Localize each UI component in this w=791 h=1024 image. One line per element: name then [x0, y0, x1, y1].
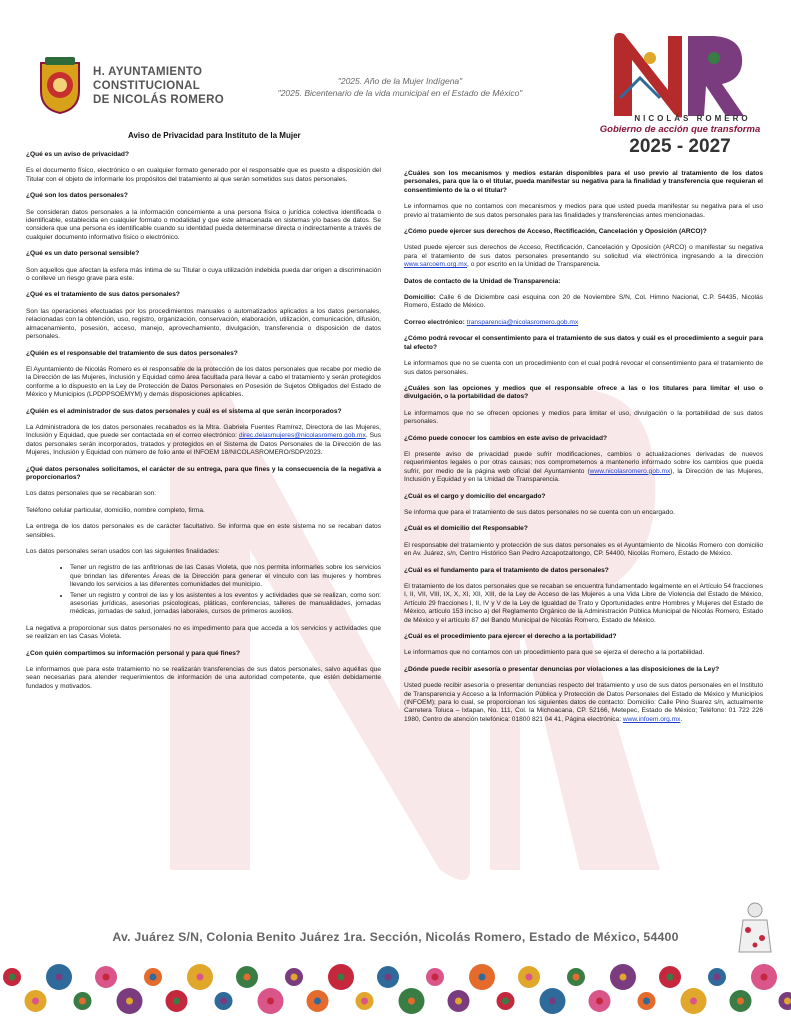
flower-center: [173, 998, 180, 1005]
section-question: ¿Qué es el tratamiento de sus datos personales?: [26, 291, 180, 299]
administrator-paragraph: [26, 424, 381, 458]
flower-center: [620, 974, 627, 981]
correo-paragraph: [404, 319, 763, 327]
changes-text-2: ), la Dirección de las Mujeres, Inclusión y Equidad y en la Unidad de Transparencia.: [404, 467, 763, 484]
flower-center: [761, 974, 768, 981]
section-paragraph: Le informamos que no contamos con mecanismos y medios para que usted pueda manifestar su negativa para el uso previo al tratamiento de sus datos personales para las finalidades y transferencias antes mencionadas.: [404, 203, 763, 219]
section-question: ¿Cómo puede conocer los cambios en este aviso de privacidad?: [404, 434, 607, 442]
section-paragraph: Le informamos que no contamos con un procedimiento para que se ejerza el derecho a la portabilidad.: [404, 649, 705, 657]
section-paragraph: Son aquellos que afectan la esfera más íntima de su Titular o cuya utilización indebida pueda dar origen a discriminación o conlleve un riesgo grave para este.: [26, 266, 381, 283]
section-question: ¿Cuáles son los mecanismos y medios estarán disponibles para el uso previo al tratamiento de los datos personales, para que la o el titular, pueda manifestar su negativa para la finalidad y transferencia que requieran el consentimiento de la o el titular?: [404, 170, 763, 194]
arco-paragraph: [404, 244, 763, 269]
infoem-link[interactable]: www.infoem.org.mx: [622, 715, 681, 723]
section-paragraph: Le informamos que no se ofrecen opciones y medios para limitar el uso, divulgación o la portabilidad de sus datos personales.: [404, 409, 763, 426]
flower-center: [79, 998, 86, 1005]
right-column: [404, 170, 763, 732]
correo-label: Correo electrónico:: [404, 318, 465, 326]
website-link[interactable]: www.nicolasromero.gob.mx: [589, 467, 671, 475]
flower-center: [220, 998, 227, 1005]
flower-center: [338, 974, 345, 981]
flower-center: [361, 998, 368, 1005]
floral-border-icon: [0, 955, 791, 1024]
denuncia-text: Usted puede recibir asesoría o presentar denuncias respecto del tratamiento y uso de sus datos personales en el Instituto de Transparencia y Acceso a la Información Pública y Protección de Datos Personales del Estado de México y Municipios (INFOEM); para lo cual, se proporcionan los siguientes datos de contacto: Domicilio: Calle Pino Suarez s/n, actualmente Carretera Toluca – Ixtapan, No. 111, Col. la Michoacana, CP. 52166, Metepec, Estado de México; Teléfono: 01 722 226 1980, Centro de atención telefónica: 01800 821 04 41, Página electrónica:: [404, 682, 763, 723]
domicilio-paragraph: [404, 294, 763, 311]
section-question: ¿Qué son los datos personales?: [26, 192, 128, 200]
flower-center: [643, 998, 650, 1005]
section-question: ¿Cuál es el fundamento para el tratamiento de datos personales?: [404, 566, 609, 574]
flower-center: [573, 974, 580, 981]
flower-center: [502, 998, 509, 1005]
denuncia-paragraph: [404, 682, 763, 724]
slogan-1: "2025. Año de la Mujer Indígena": [337, 76, 463, 86]
administration-years: 2025 - 2027: [629, 136, 731, 157]
domicilio-label: Domicilio:: [404, 294, 436, 302]
flower-center: [667, 974, 674, 981]
org-line-1: H. AYUNTAMIENTO: [93, 66, 203, 78]
section-question: ¿Quién es el responsable del tratamiento de sus datos personales?: [26, 349, 238, 357]
domicilio-text: Calle 6 de Diciembre casi esquina con 20 de Noviembre S/N, Col. Himno Nacional, C.P. 54435, Nicolás Romero, Estado de México.: [404, 294, 763, 310]
section-question: ¿Dónde puede recibir asesoría o presentar denuncias por violaciones a las disposiciones de la Ley?: [404, 665, 720, 673]
section-paragraph: Teléfono celular particular, domicilio, nombre completo, firma.: [26, 506, 205, 514]
flower-center: [103, 974, 110, 981]
flower-center: [408, 998, 415, 1005]
denuncia-end: .: [680, 715, 683, 723]
folk-figure-icon: [735, 900, 775, 955]
flower-center: [690, 998, 697, 1005]
flower-center: [291, 974, 298, 981]
admin-text-2: . Sus datos personales serán incorporados, tratados y protegidos en el Sistema de Datos Personales de la Dirección de las Mujeres, Inclusión y Equidad con número de folio ante el INFOEM 18/NICOLASROMERO/SDP/2023.: [26, 432, 381, 457]
section-question: ¿Cuáles son las opciones y medios que el responsable ofrece a las o los titulares para limitar el uso o divulgación, o la portabilidad de datos?: [404, 384, 763, 401]
arco-text-1: Usted puede ejercer sus derechos de Acceso, Rectificación, Cancelación y Oposición (ARCO) o manifestar su negativa para el tratamiento de sus datos personales presentando su solicitud vía electrónica ingresando a la dirección: [404, 244, 763, 260]
arco-text-2: , o por escrito en la Unidad de Transparencia.: [467, 261, 601, 269]
flower-center: [56, 974, 63, 981]
flower-center: [197, 974, 204, 981]
admin-text-1: La Administradora de los datos personales recabados es la Mtra. Gabriela Fuentes Ramírez, Directora de las Mujeres, Inclusión y Equidad, que puede ser contactada en el correo electrónico:: [26, 423, 381, 440]
section-question: ¿Cómo podrá revocar el consentimiento para el tratamiento de sus datos y cuál es el procedimiento a seguir para tal efecto?: [404, 335, 763, 351]
flower-center: [596, 998, 603, 1005]
brand-name: NICOLÁS ROMERO: [634, 114, 751, 123]
section-paragraph: Los datos personales seran usados con las siguientes finalidades:: [26, 548, 220, 555]
section-question: ¿Cuál es el cargo y domicilio del encargado?: [404, 492, 546, 500]
flower-center: [526, 974, 533, 981]
flower-center: [32, 998, 39, 1005]
list-item: • Tener un registro de las anfitrionas de las Casas Violeta, que nos permita informarles sobre los servicios que brindan las diferentes Áreas de la Dirección para generar el vínculo con las mujeres y hombres llevando los servicios a las diferentes comunidades del municipio.: [70, 564, 381, 589]
organization-name: [93, 65, 224, 107]
section-paragraph: Le informamos que no se cuenta con un procedimiento con el cual podrá revocar el consentimiento para el tratamiento de sus datos personales.: [404, 360, 763, 376]
flower-center: [267, 998, 274, 1005]
flower-center: [549, 998, 556, 1005]
flower-center: [244, 974, 251, 981]
section-question: ¿Quién es el administrador de sus datos personales y cuál es el sistema al que serán incorporados?: [26, 407, 342, 415]
section-question: ¿Cuál es el domicilio del Responsable?: [404, 525, 528, 533]
purposes-list: [26, 564, 381, 616]
admin-email-link[interactable]: direc.delasmujeres@nicolasromero.gob.mx: [238, 432, 366, 440]
section-question: ¿Cómo puede ejercer sus derechos de Acceso, Rectificación, Cancelación y Oposición (ARCO)?: [404, 228, 707, 236]
footer-address: Av. Juárez S/N, Colonia Benito Juárez 1ra. Sección, Nicolás Romero, Estado de México, 54400: [112, 930, 679, 944]
section-paragraph: Es el documento físico, electrónico o en cualquier formato generado por el responsable que es puesto a disposición del Titular con el objeto de informarle los propósitos del tratamiento al que serán sometidos sus datos personales.: [26, 167, 381, 183]
section-paragraph: Se consideran datos personales a la información concerniente a una persona física o jurídica colectiva identificada o identificable, establecida en cualquier formato o modalidad y que este almacenada en sistemas y/o bases de datos. Se considera que una persona es identificable cuando su identidad pueda determinarse directa o indirectamente a través de cualquier documento informativo físico o electrónico.: [26, 208, 381, 241]
section-question: ¿Qué es un aviso de privacidad?: [26, 151, 129, 158]
section-paragraph: El tratamiento de los datos personales que se recaban se encuentra fundamentado legalmente en el Artículo 54 fracciones I, II, VII, VIII, IX, X, XI, XII, XIII, de la Ley de Acceso de las Mujeres a una Vida Libre de Violencia del Estado de México, Artículo 29 fracciones I, II, IV y V de la Ley de Igualdad de Trato y Oportunidades entre Hombres y Mujeres del Estado de México, artículo 153 inciso a) del Reglamento Orgánico de la Administración Pública Municipal de Nicolás Romero, Estado de México y el artículo 87 del Bando Municipal de Nicolás Romero, Estado de México.: [404, 583, 763, 624]
org-line-3: DE NICOLÁS ROMERO: [93, 94, 224, 106]
left-column: [26, 151, 381, 699]
nr-logo-icon: [610, 28, 750, 118]
municipal-seal-icon: [35, 55, 85, 115]
section-paragraph: Le informamos que para este tratamiento no se realizarán transferencias de sus datos personales, salvo aquéllas que sean necesarias para atender requerimientos de información de una autoridad competente, que estén debidamente fundados y motivados.: [26, 666, 381, 690]
document-title: Aviso de Privacidad para Instituto de la Mujer: [128, 131, 301, 140]
slogan-2: "2025. Bicentenario de la vida municipal en el Estado de México": [277, 88, 523, 98]
section-paragraph: La negativa a proporcionar sus datos personales no es impedimento para que acceda a los servicios y actividades que se realizan en las Casas Violeta.: [26, 624, 381, 641]
section-paragraph: El responsable del tratamiento y protección de sus datos personales es el Ayuntamiento de Nicolás Romero con domicilio en Av. Juárez, s/n, Centro Histórico San Pedro Azcapotzaltongo, CP. 54400, Nicolás Romero, Estado de México.: [404, 541, 763, 558]
flower-center: [479, 974, 486, 981]
section-question: ¿Con quién compartimos su información personal y para qué fines?: [26, 649, 240, 657]
flower-center: [737, 998, 744, 1005]
section-question: ¿Qué datos personales solicitamos, el carácter de su entrega, para que fines y la consecuencia de la negativa a proporcionarlos?: [26, 465, 381, 481]
contact-title: Datos de contacto de la Unidad de Transparencia:: [404, 277, 561, 285]
slogans: [245, 75, 555, 99]
flower-center: [126, 998, 133, 1005]
section-paragraph: Los datos personales que se recabaran son:: [26, 490, 157, 498]
section-paragraph: Son las operaciones efectuadas por los procedimientos manuales o automatizados aplicados a los datos personales, relacionadas con la obtención, uso, registro, organización, conservación, elaboración, utilización, comunicación, difusión, almacenamiento, posesión, acceso, manejo, aprovechamiento, divulgación, transferencia o disposición de datos personales.: [26, 307, 381, 341]
section-paragraph: El Ayuntamiento de Nicolás Romero es el responsable de la protección de los datos personales que recabe por medio de la Dirección de las Mujeres, Inclusión y Equidad como área facultada para llevar a cabo el tratamiento y serán protegidos conforme a lo dispuesto en la Ley de Protección de Datos Personales en Posesión de Sujetos Obligados del Estado de México y Municipios (LPDPPSOEMYM) y demás disposiciones aplicables.: [26, 365, 381, 399]
flower-center: [9, 974, 16, 981]
flower-center: [714, 974, 721, 981]
flower-center: [314, 998, 321, 1005]
flower-center: [432, 974, 439, 981]
section-paragraph: La entrega de los datos personales es de carácter facultativo. Se informa que en este sistema no se recaban datos sensibles.: [26, 523, 381, 539]
government-tagline: Gobierno de acción que transforma: [599, 124, 761, 135]
flower-center: [385, 974, 392, 981]
list-item: • Tener un registro y control de las y los asistentes a los eventos y actividades que se realizan, como son: asesorias jurídicas, asesorias psicologicas, pláticas, conferencias, talleres de manualidades, jornadas médicas, jornadas de salud, jornadas laborales, cursos de primeros auxilios.: [70, 592, 381, 617]
flower-center: [455, 998, 462, 1005]
changes-text-1: El presente aviso de privacidad puede sufrir modificaciones, cambios o actualizaciones derivadas de nuevos requerimientos legales o por otras causas; nos comprometemos a mantenerlo informado sobre los cambios que pueda sufrir, por medio de la página web oficial del Ayuntamiento (: [404, 450, 763, 475]
flower-center: [150, 974, 157, 981]
changes-paragraph: [404, 451, 763, 485]
flower-center: [784, 998, 791, 1005]
org-line-2: CONSTITUCIONAL: [93, 80, 201, 92]
section-paragraph: Se informa que para el tratamiento de sus datos personales no se cuenta con un encargado.: [404, 508, 675, 516]
transparencia-email-link[interactable]: transparencia@nicolasromero.gob.mx: [466, 318, 579, 326]
section-question: ¿Cuál es el procedimiento para ejercer el derecho a la portabilidad?: [404, 633, 617, 641]
sarcoem-link[interactable]: www.sarcoem.org.mx: [404, 261, 468, 269]
section-question: ¿Qué es un dato personal sensible?: [26, 250, 140, 258]
